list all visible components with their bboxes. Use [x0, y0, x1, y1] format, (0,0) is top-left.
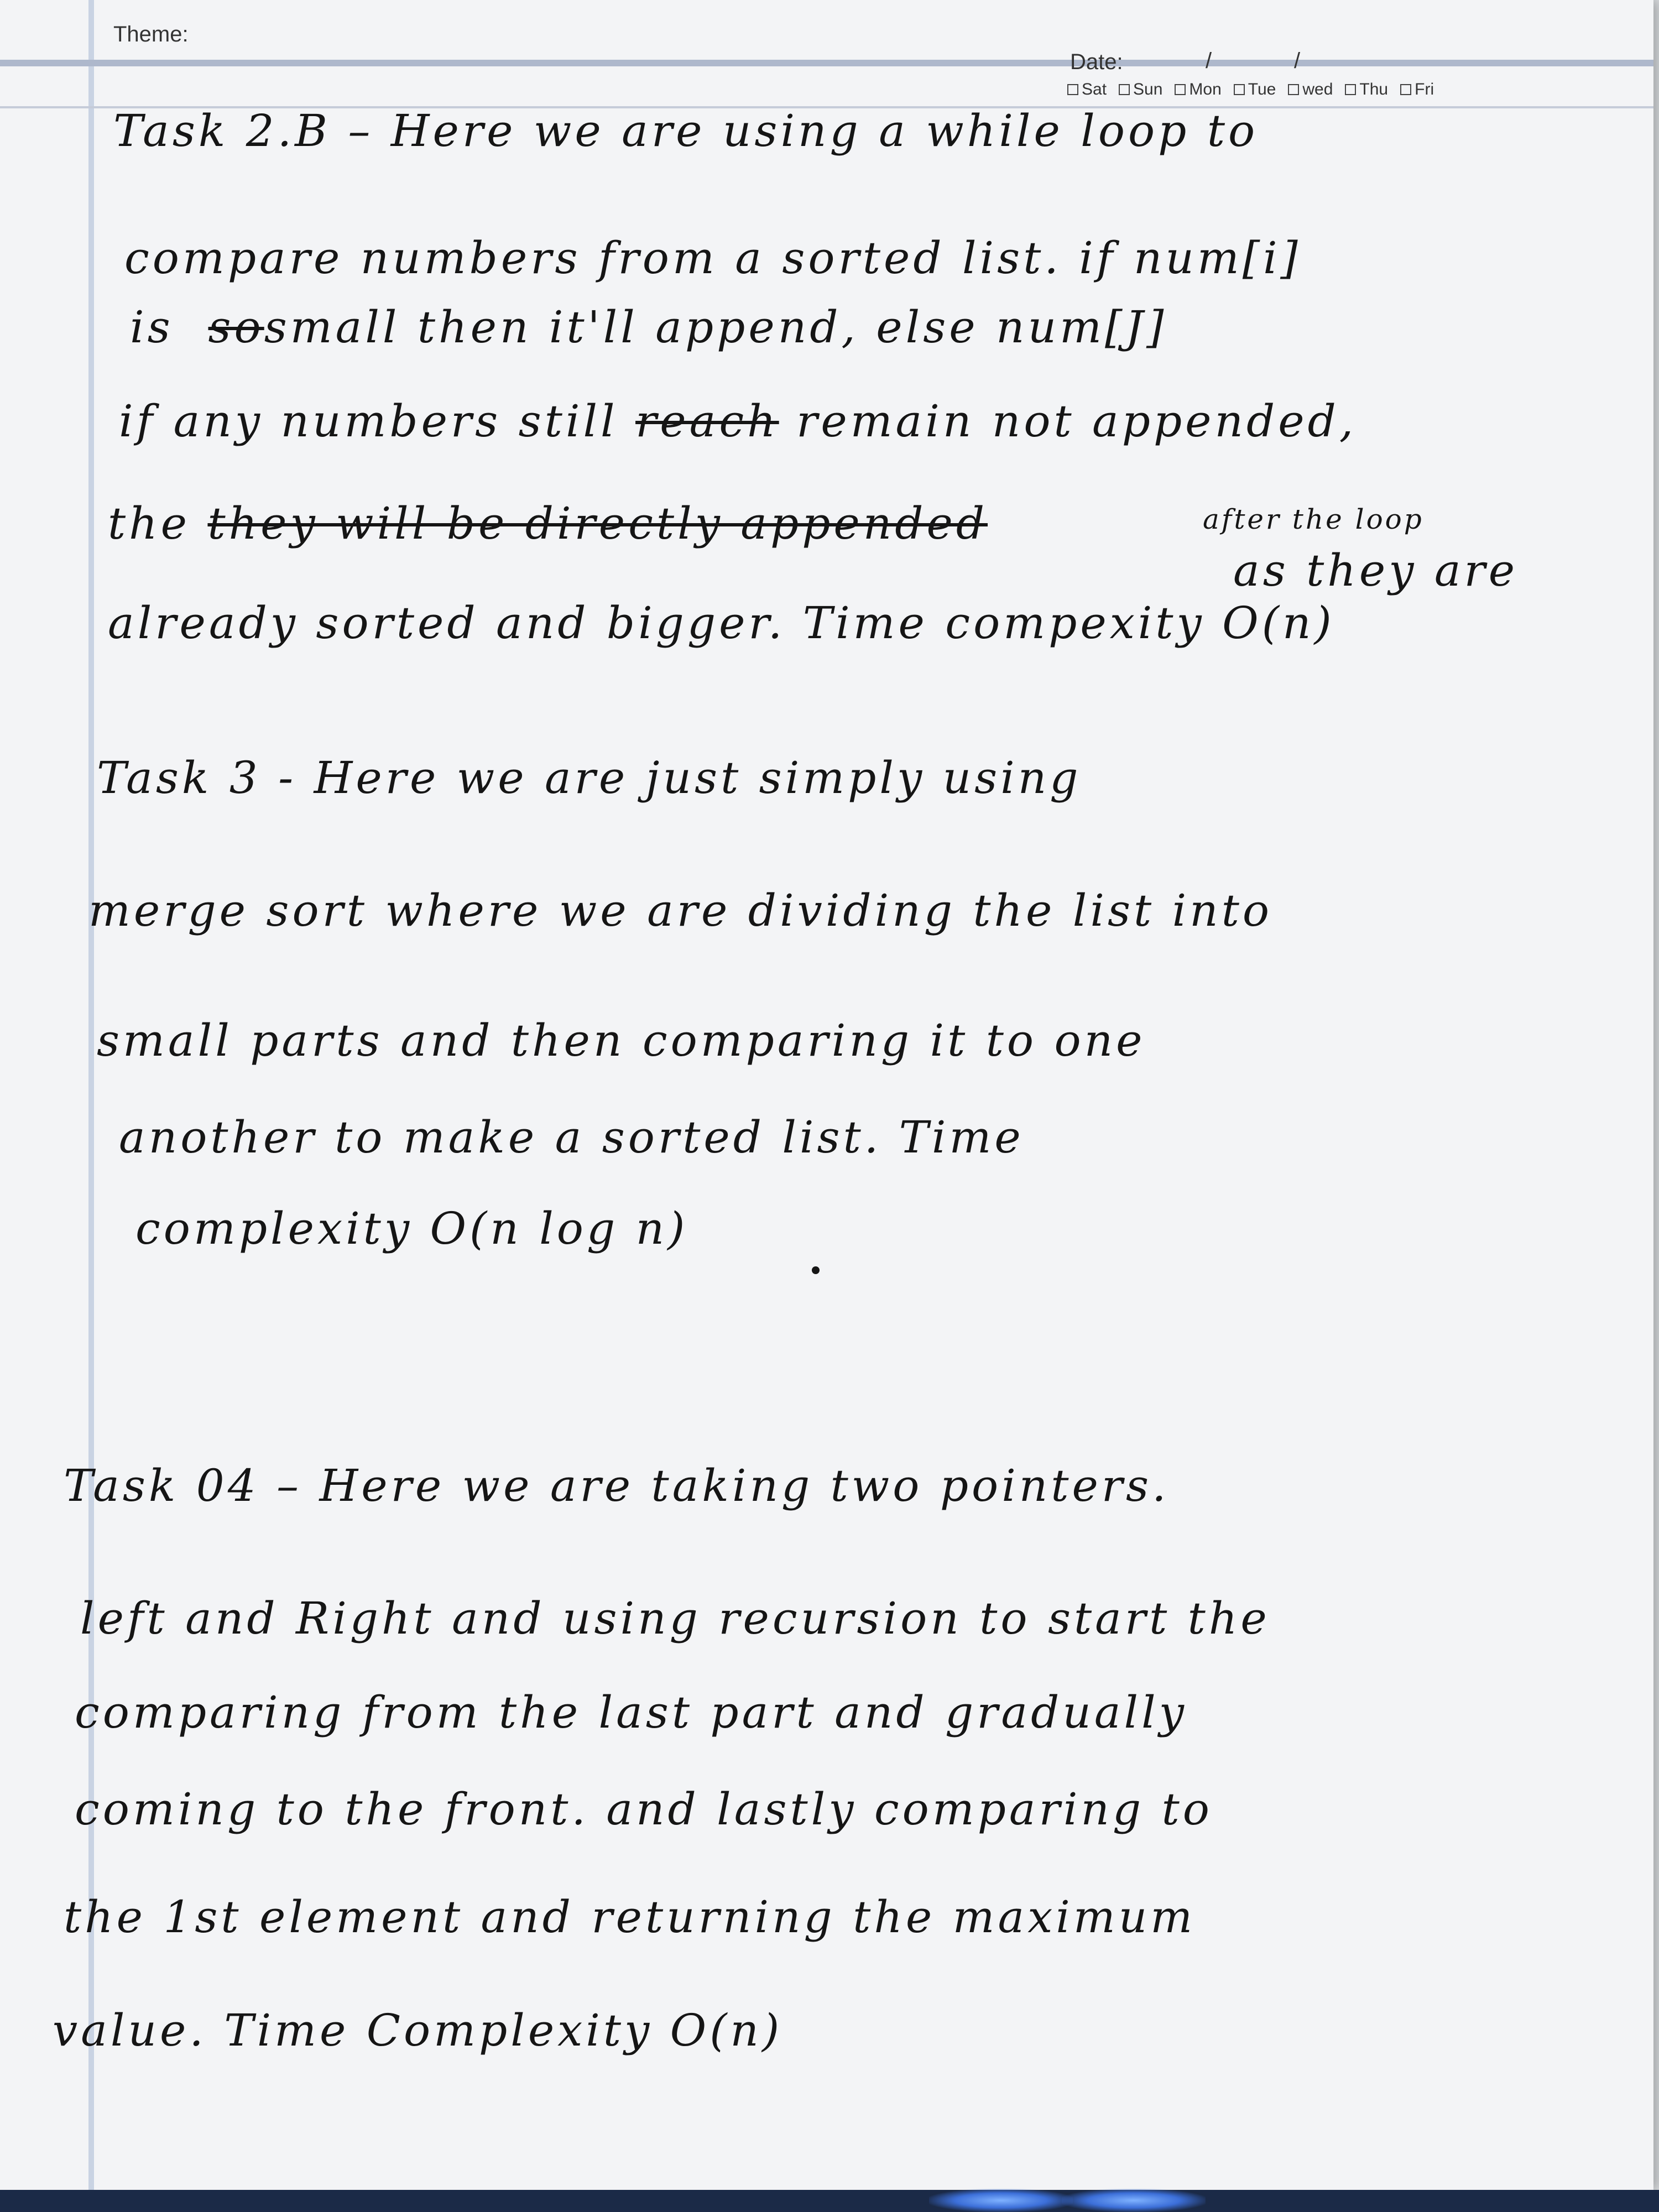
handwritten-line: Task 2.B – Here we are using a while loop to	[113, 105, 1259, 156]
day-checkbox: Fri	[1400, 80, 1434, 99]
handwritten-line: is sosmall then it'll append, else num[J]	[130, 301, 1167, 353]
date-label: Date:	[1070, 50, 1123, 74]
day-checkbox: wed	[1288, 80, 1333, 99]
theme-label: Theme:	[113, 22, 189, 46]
margin-line	[88, 0, 94, 2190]
date-separator: /	[1206, 49, 1212, 73]
handwritten-line: complexity O(n log n)	[135, 1203, 688, 1254]
crossed-out-word: they will be directly appended	[207, 498, 988, 549]
checkbox-icon	[1345, 84, 1356, 95]
day-checkbox: Sun	[1119, 80, 1162, 99]
desk-background	[0, 2190, 1659, 2212]
weekday-checkboxes	[1067, 80, 1434, 99]
handwritten-line: compare numbers from a sorted list. if num[i]	[124, 232, 1301, 284]
header-rule	[0, 60, 1653, 66]
checkbox-icon	[1288, 84, 1299, 95]
handwritten-line-continuation: as they are	[1233, 545, 1519, 596]
handwritten-line: merge sort where we are dividing the list into	[88, 885, 1272, 936]
handwritten-line: Task 3 - Here we are just simply using	[97, 752, 1082, 804]
handwritten-line: the 1st element and returning the maximum	[64, 1891, 1196, 1943]
day-checkbox: Sat	[1067, 80, 1107, 99]
handwritten-line: value. Time Complexity O(n)	[53, 2005, 783, 2056]
handwritten-line: the they will be directly appended	[108, 498, 988, 549]
day-checkbox: Tue	[1234, 80, 1276, 99]
handwritten-line: coming to the front. and lastly comparing to	[75, 1783, 1213, 1835]
handwritten-line: already sorted and bigger. Time compexity O(n)	[108, 597, 1335, 649]
handwritten-line: small parts and then comparing it to one	[97, 1015, 1146, 1066]
crossed-out-word: so	[208, 301, 264, 353]
day-checkbox: Thu	[1345, 80, 1388, 99]
day-checkbox: Mon	[1175, 80, 1221, 99]
checkbox-icon	[1400, 84, 1411, 95]
checkbox-icon	[1119, 84, 1130, 95]
date-separator: /	[1294, 49, 1301, 73]
ink-dot	[812, 1266, 820, 1274]
handwritten-line: if any numbers still reach remain not appended,	[119, 395, 1357, 447]
handwritten-line: comparing from the last part and gradually	[75, 1687, 1187, 1738]
handwritten-line: Task 04 – Here we are taking two pointers.	[64, 1460, 1170, 1511]
handwritten-line: another to make a sorted list. Time	[119, 1112, 1024, 1163]
inserted-annotation: after the loop	[1203, 503, 1424, 535]
checkbox-icon	[1067, 84, 1078, 95]
keyboard-light	[1062, 2189, 1206, 2212]
handwritten-line: left and Right and using recursion to start the	[80, 1593, 1270, 1644]
keyboard-light	[929, 2189, 1073, 2212]
checkbox-icon	[1175, 84, 1186, 95]
crossed-out-word: reach	[635, 395, 779, 447]
checkbox-icon	[1234, 84, 1245, 95]
